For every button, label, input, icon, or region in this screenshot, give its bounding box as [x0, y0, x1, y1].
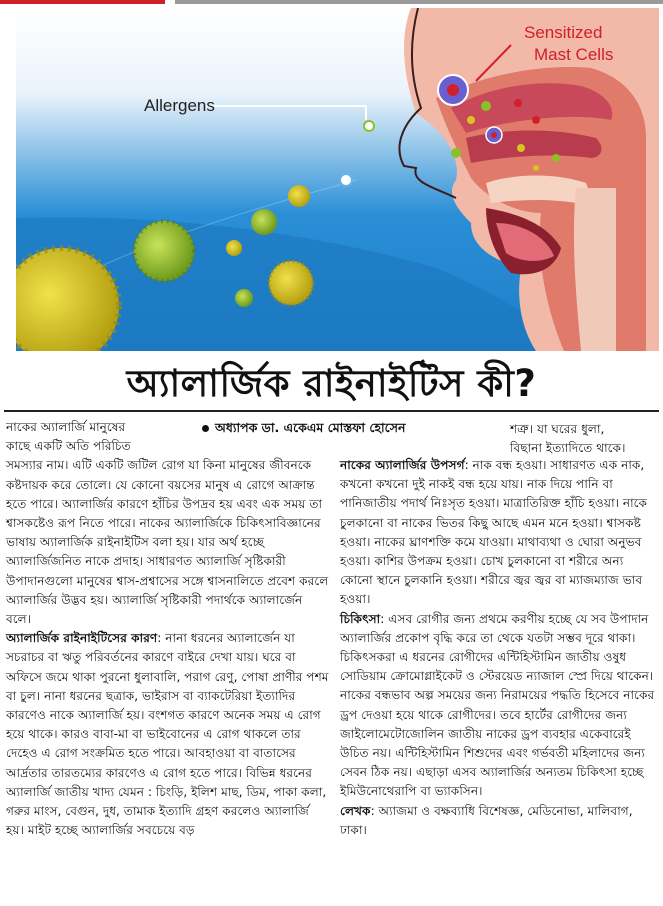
throat: [574, 188, 616, 351]
right-column: [340, 456, 658, 840]
top-rule-red: [0, 0, 165, 4]
right-top-continuation: [510, 420, 660, 458]
pollen-small-2: [226, 240, 242, 256]
right-paragraph-treatment: [340, 610, 658, 802]
allergen-in-nose-1: [451, 148, 461, 158]
right-cont-line2: বিছানা ইত্যাদিতে থাকে।: [510, 441, 626, 456]
pollen-medium: [134, 221, 194, 281]
right-paragraph-symptoms: [340, 456, 658, 610]
left-column: [6, 418, 329, 840]
mast-cell-dot-1: [514, 99, 522, 107]
pollen-small-1: [251, 209, 277, 235]
symptoms-body: : নাক বন্ধ হওয়া। সাধারণত এক নাক, কখনো কখনো দুই নাকই বন্ধ হয়ে যায়। নাক দিয়ে পানি বা পানিজাতীয় পদার্থ নিঃসৃত হওয়া। মাত্রাতিরিক্ত হাঁচি হওয়া। নাকে চুলকানো বা নাকের ভিতর কিছু আছে এমন মনে হওয়া। শ্বাসকষ্ট হওয়া। নাকের ঘ্রাণশক্তি কমে যাওয়া। মাথাব্যথা ও ঘোরা অনুভব হওয়া। কাশির উপক্রম হওয়া। চোখ চুলকানো বা শরীরে অন্য কোনো স্থানে চুলকানি হওয়া। শরীরে জ্বর জ্বর বা ম্যাজম্যাজ ভাব হওয়া।: [340, 458, 648, 607]
allergens-label: Allergens: [144, 96, 215, 115]
treatment-body: : এসব রোগীর জন্য প্রথমে করণীয় হচ্ছে যে সব উপাদান অ্যালার্জির প্রকোপ বৃদ্ধি করে তা থেকে যতটা সম্ভব দূরে থাকা। চিকিৎসকরা এ ধরনের রোগীদের এন্টিহিস্টামিন জাতীয় ওষুধ সোডিয়াম ক্রোমোগ্লাইকেট ও স্টেরয়েড ন্যাজাল স্প্রে দিয়ে থাকেন। নাকের বন্ধভাব অল্প সময়ের জন্য নিরাময়ের পদ্ধতি হিসেবে নাকের ড্রপ দেওয়া হয়ে থাকে রোগীদের। তবে হার্টের রোগীদের জন্য জাইলোমেটোজোলিন জাতীয় নাকের ড্রপ ব্যবহার একেবারেই উচিত নয়। এন্টিহিস্টামিন শিশুদের এবং গর্ভবতী মহিলাদের জন্য সেবন ঠিক নয়। এছাড়া এসব অ্যালার্জির অন্যতম চিকিৎসা হচ্ছে ইমিউনোথেরাপি বা ভ্যাকসিন।: [340, 611, 655, 799]
left-intro-line1: নাকের অ্যালার্জি মানুষের: [6, 420, 126, 434]
headline: অ্যালার্জিক রাইনাইটিস কী?: [126, 362, 537, 405]
allergen-in-nose-5: [552, 154, 560, 162]
mast-cells-label-line2: Mast Cells: [534, 45, 614, 64]
treatment-heading: চিকিৎসা: [340, 611, 381, 626]
top-rule: [0, 0, 663, 4]
allergen-in-nose-2: [481, 101, 491, 111]
pollen-small-4: [235, 289, 253, 307]
right-cont-line1: শত্রু। যা ঘরের ধুলা,: [510, 422, 605, 436]
mast-cell-dot-2: [532, 116, 540, 124]
headline-rule: [4, 410, 659, 412]
left-intro-line2: কাছে একটি অতি পরিচিত: [6, 439, 131, 454]
symptoms-heading: নাকের অ্যালার্জির উপসর্গ: [340, 458, 465, 472]
allergen-in-nose-4: [517, 144, 525, 152]
right-paragraph-writer: [340, 802, 658, 840]
pollen-yellow-small: [269, 261, 313, 305]
writer-heading: লেখক: [340, 803, 371, 818]
writer-body: : অ্যাজমা ও বক্ষব্যাধি বিশেষজ্ঞ, মেডিনোভা, মালিবাগ, ঢাকা।: [340, 803, 633, 837]
byline-text: অধ্যাপক ডা. একেএম মোস্তফা হোসেন: [215, 420, 406, 435]
mast-cells-label-line1: Sensitized: [524, 23, 603, 42]
left-paragraph-intro: সমস্যার নাম। এটি একটি জটিল রোগ যা কিনা মানুষের জীবনকে কষ্টদায়ক করে তোলে। যে কোনো বয়সের মানুষ এ রোগে আক্রান্ত হতে পারে। অ্যালার্জির কারণে হাঁচির উপদ্রব হয় এবং এক সময় তা শ্বাসকষ্টেও রূপ নিতে পারে। নাকের অ্যালার্জিকে চিকিৎসাবিজ্ঞানের ভাষায় অ্যালার্জিক রাইনাইটিস বলা হয়। যার অর্থ হচ্ছে অ্যালার্জিজনিত নাকে প্রদাহ। সাধারণত অ্যালার্জি সৃষ্টিকারী উপাদানগুলো মানুষের শ্বাস-প্রশ্বাসের সঙ্গে শ্বাসনালিতে প্রবেশ করলে অ্যালার্জির উদ্ভব হয়। অ্যালার্জি সৃষ্টিকারী পদার্থকে অ্যালার্জেন বলে।: [6, 458, 329, 627]
mast-cell-1: [438, 75, 468, 105]
mast-cell-2: [486, 127, 502, 143]
causes-heading: অ্যালার্জিক রাইনাইটিসের কারণ: [6, 631, 158, 646]
allergens-pointer-dot: [364, 121, 374, 131]
allergen-particle: [340, 174, 352, 186]
allergen-in-nose-6: [533, 165, 539, 171]
left-paragraph-causes: [6, 629, 329, 840]
causes-body: : নানা ধরনের অ্যালার্জেন যা সচরাচর বা ঋতু পরিবর্তনের কারণে বাইরে দেখা যায়। ঘরে বা অফিসে জমে থাকা পুরনো ধুলাবালি, পরাগ রেণু, পোষা প্রাণীর পশম বা চুল। নানা ধরনের ছত্রাক, ভাইরাস বা ব্যাকটেরিয়া ইত্যাদির কারণেও নাকে অ্যালার্জি হয়। বংশগত কারণে অনেক সময় এ রোগ হয়ে থাকে। কারও বাবা-মা বা ভাইবোনের এ রোগ থাকলে তার দেহেও এ রোগ সংক্রমিত হতে পারে। আবহাওয়া বা বাতাসের আর্দ্রতার তারতম্যের কারণেও এ রোগ হতে পারে। বিভিন্ন ধরনের অ্যালার্জি জাতীয় খাদ্য যেমন : চিংড়ি, ইলিশ মাছ, ডিম, পাকা কলা, গরুর মাংস, বেগুন, দুধ, তামাক ইত্যাদি গ্রহণ করলেও অ্যালার্জি হয়। মাইট হচ্ছে অ্যালার্জির সবচেয়ে বড়: [6, 631, 329, 838]
palate: [486, 176, 588, 204]
allergen-in-nose-3: [467, 116, 475, 124]
pollen-small-3: [288, 185, 310, 207]
allergy-illustration: [16, 8, 659, 351]
top-rule-gray: [175, 0, 663, 4]
